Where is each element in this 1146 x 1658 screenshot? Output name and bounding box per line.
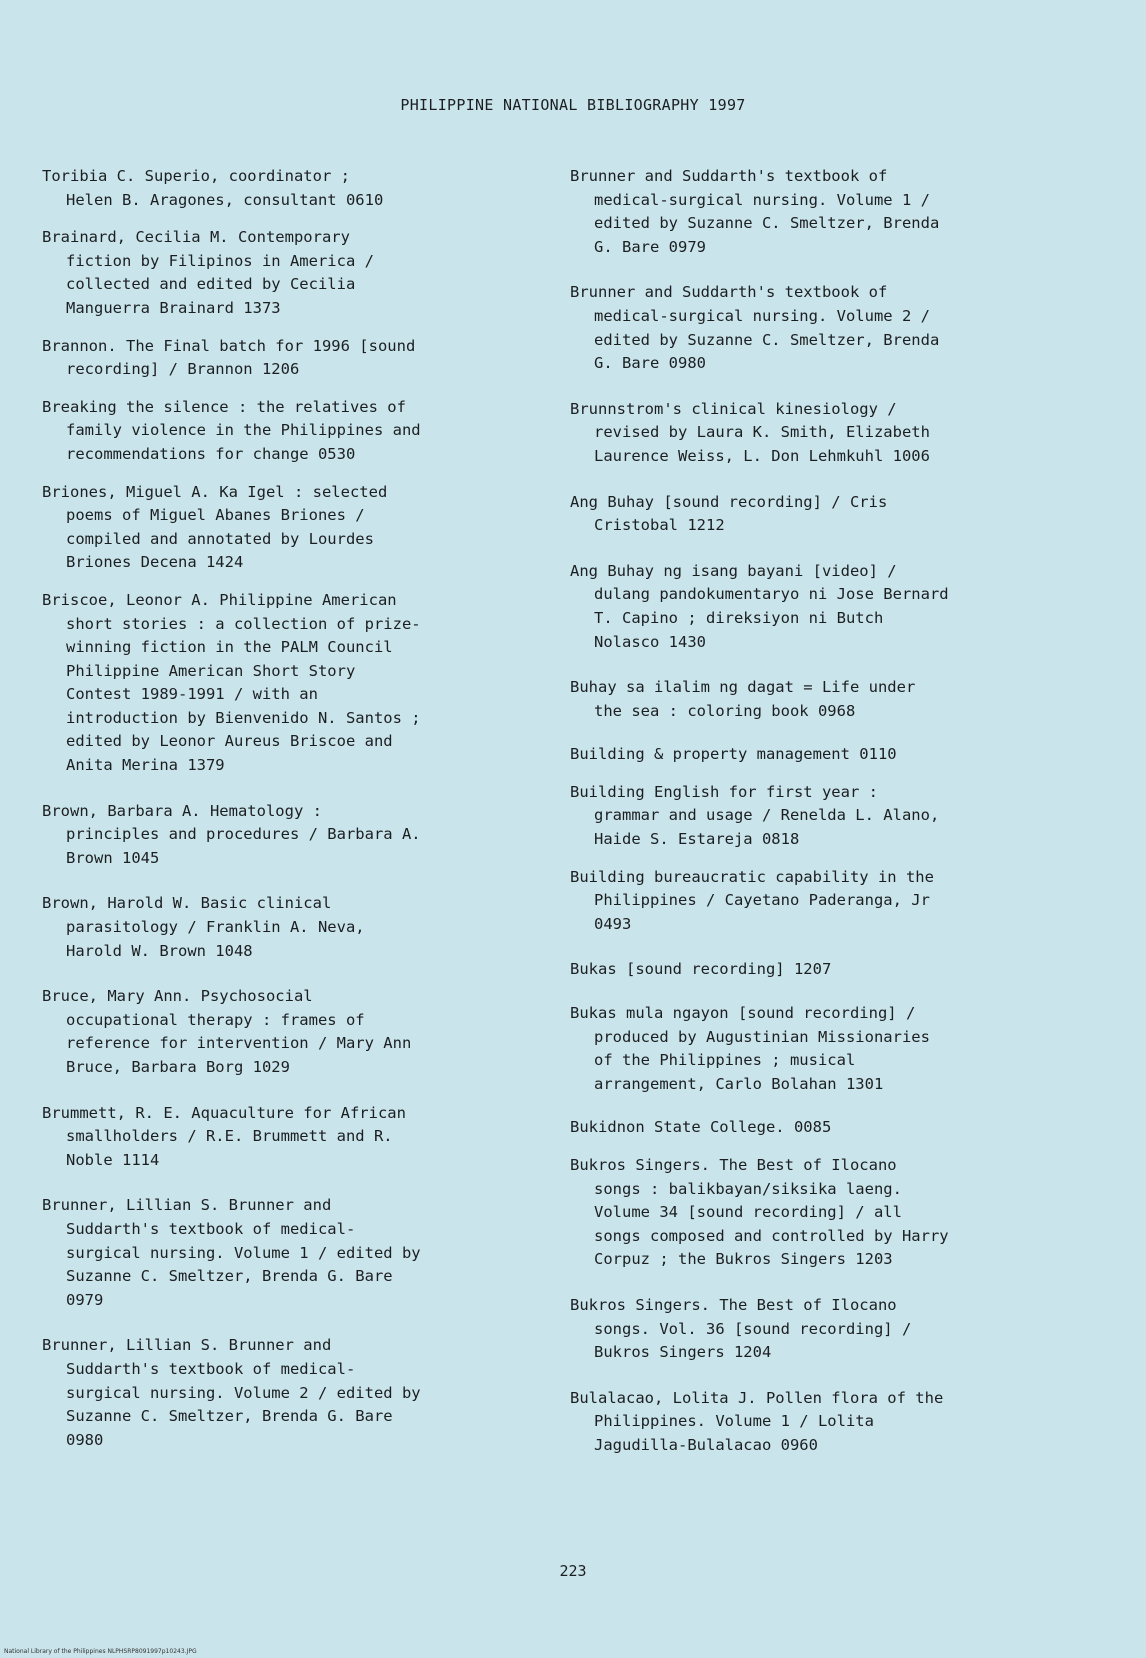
list-item: Brainard, Cecilia M. Contemporary fiction by Filipinos in America / collected and edited by Cecilia Manguerra Brainard 1373 <box>42 228 374 317</box>
list-item: Briones, Miguel A. Ka Igel : selected poems of Miguel Abanes Briones / compiled and annotated by Lourdes Briones Decena 1424 <box>42 482 388 572</box>
page-title: PHILIPPINE NATIONAL BIBLIOGRAPHY 1997 <box>400 96 746 114</box>
list-item: Bukidnon State College. 0085 <box>570 1118 832 1137</box>
list-item: Bruce, Mary Ann. Psychosocial occupational therapy : frames of reference for intervention / Mary Ann Bruce, Barbara Borg 1029 <box>42 987 412 1076</box>
list-item: Toribia C. Superio, coordinator ; Helen B. Aragones, consultant 0610 <box>42 167 384 209</box>
list-item: Brummett, R. E. Aquaculture for African smallholders / R.E. Brummett and R. Noble 1114 <box>42 1103 406 1169</box>
list-item: Bukas [sound recording] 1207 <box>570 960 832 979</box>
list-item: Ang Buhay ng isang bayani [video] / dulang pandokumentaryo ni Jose Bernard T. Capino ; direksiyon ni Butch Nolasco 1430 <box>570 561 949 651</box>
left-column <box>42 165 520 1452</box>
list-item: Briscoe, Leonor A. Philippine American short stories : a collection of prize- winning fiction in the PALM Council Philippine American Short Story Contest 1989-1991 / with an introduction by Bienvenido N. Santos ; edited by Leonor Aureus Briscoe and Anita Merina 1379 <box>42 590 421 775</box>
list-item: Brunner and Suddarth's textbook of medical-surgical nursing. Volume 1 / edited by Suzanne C. Smeltzer, Brenda G. Bare 0979 <box>570 167 940 256</box>
list-item: Ang Buhay [sound recording] / Cris Cristobal 1212 <box>570 492 888 535</box>
list-item: Brunner, Lillian S. Brunner and Suddarth's textbook of medical- surgical nursing. Volume 2 / edited by Suzanne C. Smeltzer, Brenda G. Bare 0980 <box>42 1336 421 1449</box>
list-item: Building English for first year : grammar and usage / Renelda L. Alano, Haide S. Estareja 0818 <box>570 782 940 849</box>
list-item: Brunner, Lillian S. Brunner and Suddarth's textbook of medical- surgical nursing. Volume 1 / edited by Suzanne C. Smeltzer, Brenda G. Bare 0979 <box>42 1196 421 1309</box>
list-item: Breaking the silence : the relatives of family violence in the Philippines and recommendations for change 0530 <box>42 397 421 463</box>
list-item: Bukros Singers. The Best of Ilocano songs : balikbayan/siksika laeng. Volume 34 [sound recording] / all songs composed and controlled by Harry Corpuz ; the Bukros Singers 1203 <box>570 1156 949 1269</box>
scan-footer: National Library of the Philippines NLPHSRP8091997p10243.JPG <box>4 1648 197 1655</box>
list-item: Brannon. The Final batch for 1996 [sound recording] / Brannon 1206 <box>42 336 416 379</box>
list-item: Building & property management 0110 <box>570 745 897 764</box>
list-item: Brunnstrom's clinical kinesiology / revised by Laura K. Smith, Elizabeth Laurence Weiss, L. Don Lehmkuhl 1006 <box>570 399 930 465</box>
list-item: Buhay sa ilalim ng dagat = Life under the sea : coloring book 0968 <box>570 678 916 720</box>
list-item: Bukros Singers. The Best of Ilocano songs. Vol. 36 [sound recording] / Bukros Singers 1204 <box>570 1295 912 1362</box>
list-item: Brunner and Suddarth's textbook of medical-surgical nursing. Volume 2 / edited by Suzanne C. Smeltzer, Brenda G. Bare 0980 <box>570 283 940 373</box>
list-item: Bukas mula ngayon [sound recording] / produced by Augustinian Missionaries of the Philippines ; musical arrangement, Carlo Bolahan 1301 <box>570 1004 930 1093</box>
page-number: 223 <box>559 1562 587 1580</box>
list-item: Building bureaucratic capability in the Philippines / Cayetano Paderanga, Jr 0493 <box>570 867 934 933</box>
list-item: Brown, Harold W. Basic clinical parasitology / Franklin A. Neva, Harold W. Brown 1048 <box>42 894 365 960</box>
list-item: Brown, Barbara A. Hematology : principles and procedures / Barbara A. Brown 1045 <box>42 801 421 867</box>
list-item: Bulalacao, Lolita J. Pollen flora of the Philippines. Volume 1 / Lolita Jagudilla-Bulalacao 0960 <box>570 1388 944 1454</box>
right-column <box>570 165 1048 1458</box>
